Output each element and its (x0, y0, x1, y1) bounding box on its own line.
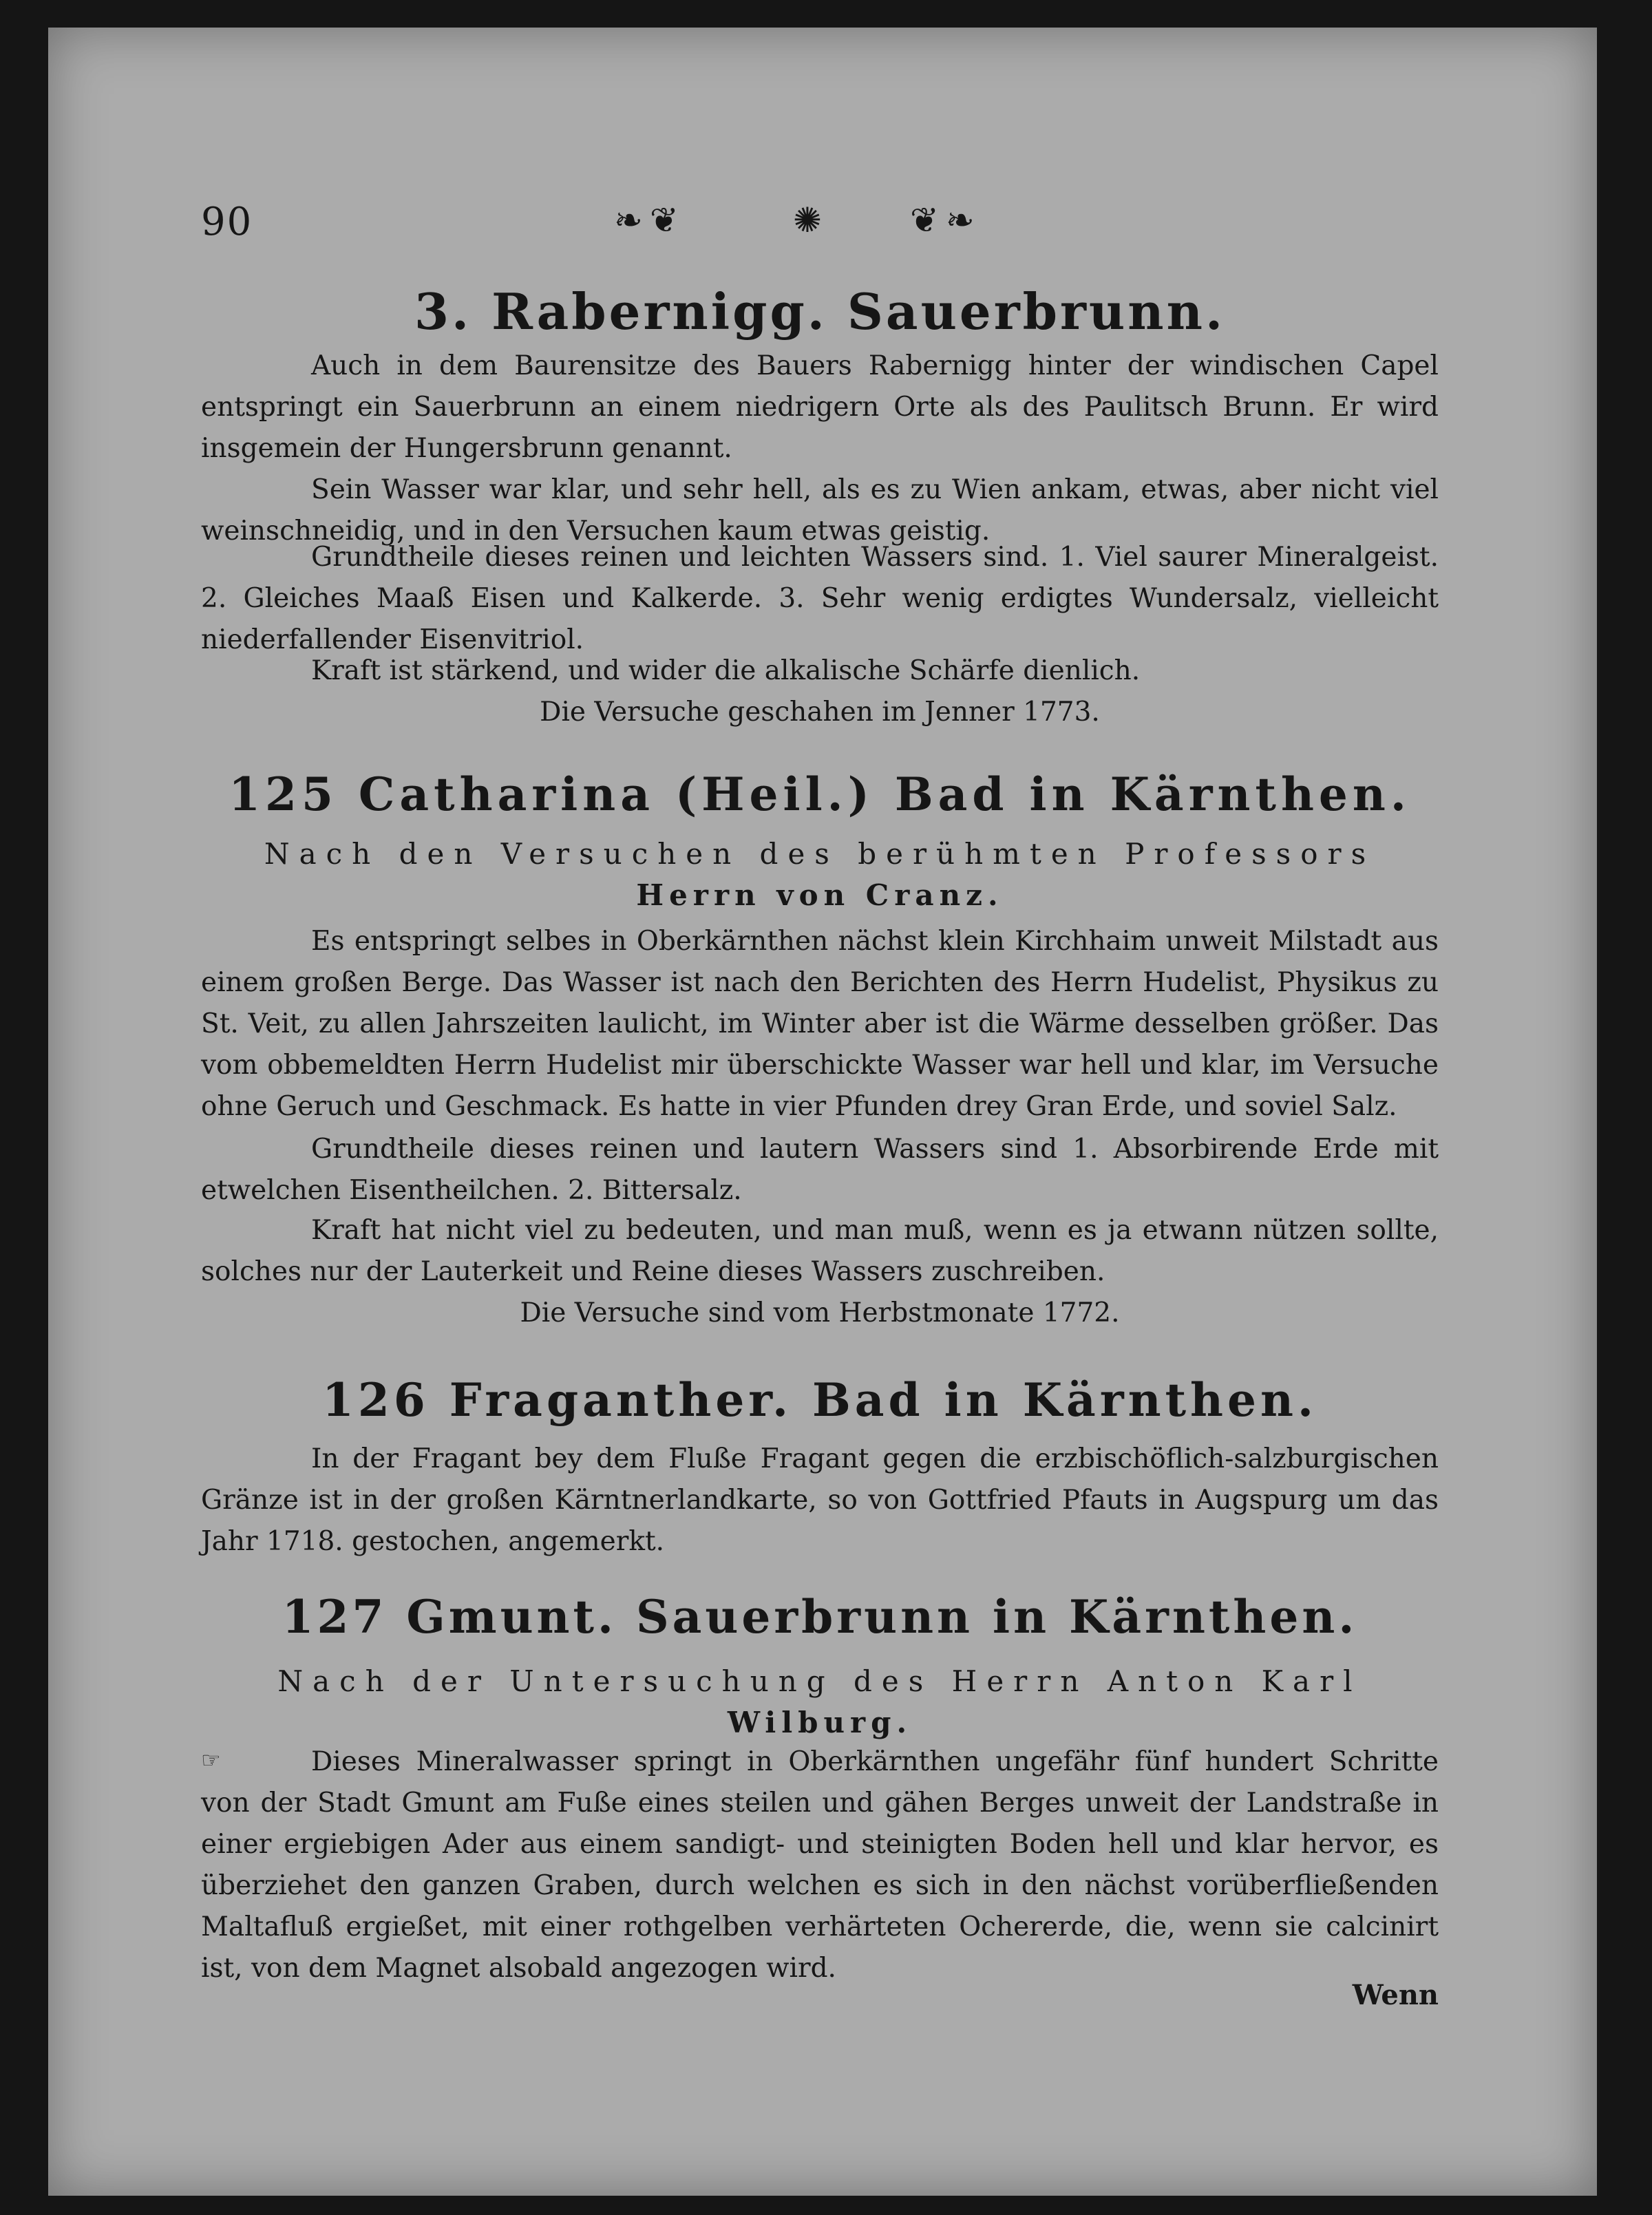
paragraph: Sein Wasser war klar, und sehr hell, als es zu Wien ankam, etwas, aber nicht viel weinschneidig, und in den Versuchen kaum etwas geistig. (201, 474, 1439, 547)
section-heading-rabernigg: 3. Rabernigg. Sauerbrunn. (414, 282, 1226, 341)
paragraph: Grundtheile dieses reinen und lautern Wassers sind 1. Absorbirende Erde mit etwelchen Eisentheilchen. 2. Bittersalz. (201, 1134, 1439, 1206)
paragraph: In der Fragant bey dem Fluße Fragant gegen die erzbischöflich-salzburgischen Gränze ist in der großen Kärntnerlandkarte, so von Gottfried Pfauts in Augspurg um das Jahr 1718. gestochen, angemerkt. (201, 1443, 1439, 1557)
pointing-hand-icon: ☞ (201, 1747, 221, 1773)
book-page (48, 28, 1597, 2196)
section-subtitle: Nach der Untersuchung des Herrn Anton Karl (277, 1664, 1362, 1698)
closing-note: Die Versuche geschahen im Jenner 1773. (540, 697, 1100, 728)
paragraph: Auch in dem Baurensitze des Bauers Rabernigg hinter der windischen Capel entspringt ein Sauerbrunn an einem niedrigern Orte als des Paulitsch Brunn. Er wird insgemein der Hungersbrunn genannt. (201, 350, 1439, 464)
paragraph: Kraft ist stärkend, und wider die alkalische Schärfe dienlich. (311, 655, 1141, 686)
ornament-center-icon: ✺ (793, 200, 829, 240)
paragraph: Dieses Mineralwasser springt in Oberkärnthen ungefähr fünf hundert Schritte von der Stadt Gmunt am Fuße eines steilen und gähen Berges unweit der Landstraße in einer ergiebigen Ader aus einem sandigt- und steinigten Boden hell und klar hervor, es überziehet den ganzen Graben, durch welchen es sich in den nächst vorüberfließenden Maltafluß ergießet, mit einer rothgelben verhärteten Ochererde, die, wenn sie calcinirt ist, von dem Magnet alsobald angezogen wird. (201, 1746, 1439, 1984)
section-heading-catharina: 125 Catharina (Heil.) Bad in Kärnthen. (229, 767, 1411, 821)
ornament-right-icon: ❦❧ (910, 200, 982, 240)
paragraph: Kraft hat nicht viel zu bedeuten, und man muß, wenn es ja etwann nützen sollte, solches nur der Lauterkeit und Reine dieses Wassers zuschreiben. (201, 1215, 1439, 1287)
paragraph: Es entspringt selbes in Oberkärnthen nächst klein Kirchhaim unweit Milstadt aus einem großen Berge. Das Wasser ist nach den Berichten des Herrn Hudelist, Physikus zu St. Veit, zu allen Jahrszeiten laulicht, im Winter aber ist die Wärme desselben größer. Das vom obbemeldten Herrn Hudelist mir überschickte Wasser war hell und klar, im Versuche ohne Geruch und Geschmack. Es hatte in vier Pfunden drey Gran Erde, und soviel Salz. (201, 926, 1439, 1122)
section-heading-fraganther: 126 Fraganther. Bad in Kärnthen. (321, 1373, 1318, 1427)
ornament-left-icon: ❧❦ (614, 200, 686, 240)
page-header (201, 200, 1439, 244)
section-subtitle-name: Wilburg. (727, 1706, 913, 1739)
paragraph: Grundtheile dieses reinen und leichten Wassers sind. 1. Viel saurer Mineralgeist. 2. Gleiches Maaß Eisen und Kalkerde. 3. Sehr wenig erdigtes Wundersalz, vielleicht niederfallender Eisenvitriol. (201, 542, 1439, 655)
section-subtitle: Nach den Versuchen des berühmten Professors (264, 837, 1376, 871)
section-subtitle-name: Herrn von Cranz. (636, 878, 1004, 912)
page-number: 90 (201, 200, 253, 244)
section-heading-gmunt: 127 Gmunt. Sauerbrunn in Kärnthen. (282, 1590, 1358, 1644)
closing-note: Die Versuche sind vom Herbstmonate 1772. (520, 1297, 1120, 1328)
catchword: Wenn (1352, 1979, 1439, 2011)
